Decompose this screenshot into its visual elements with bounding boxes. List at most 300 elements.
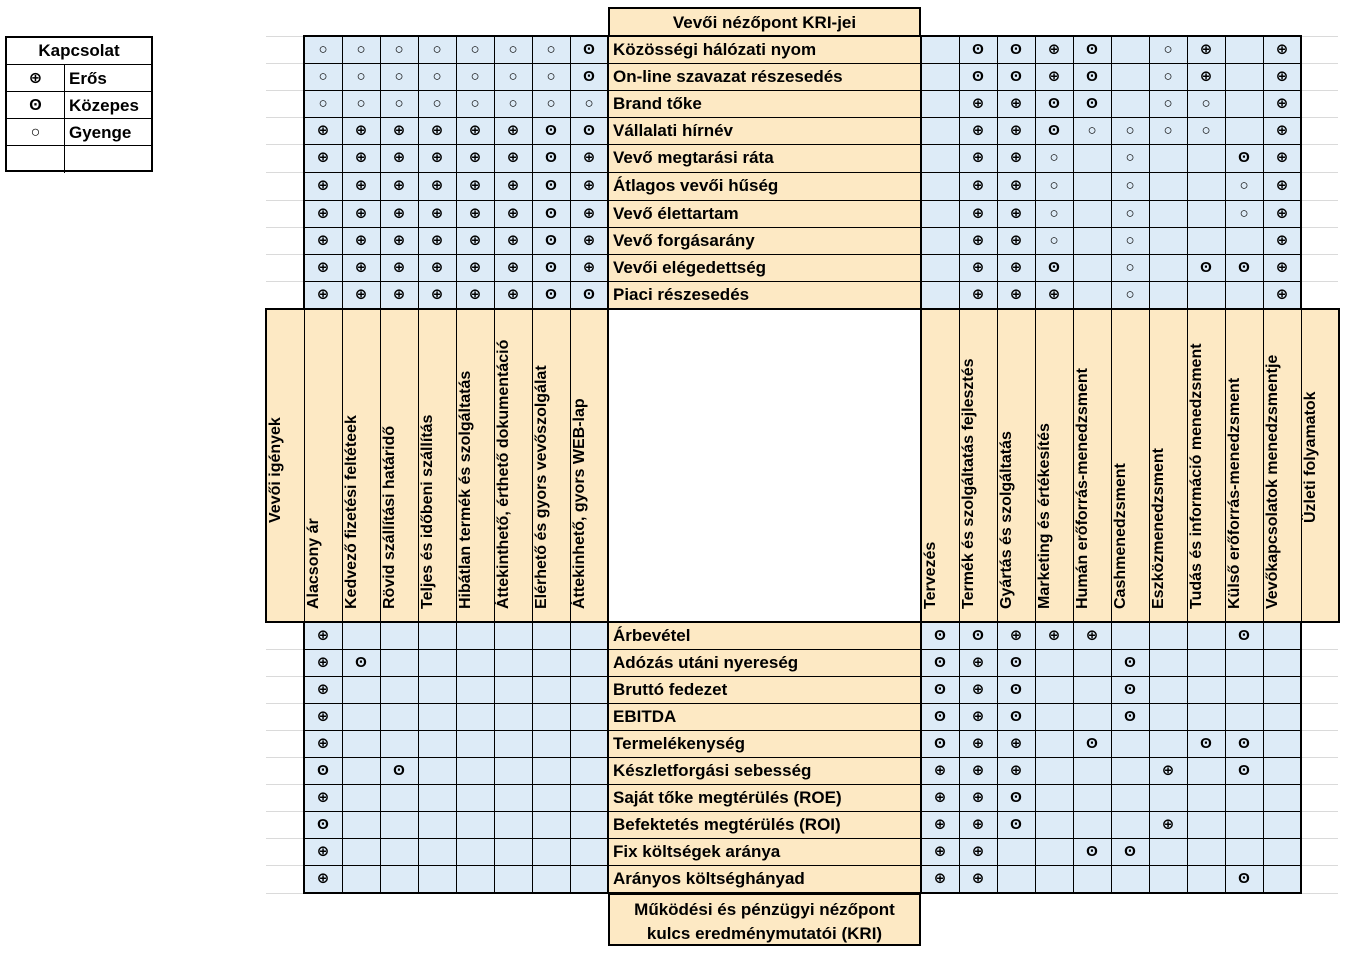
top-right-cell [1187,144,1225,172]
right-column-header [959,309,997,622]
bottom-right-cell [1035,703,1073,730]
grid-line [304,865,1301,866]
bottom-left-cell [342,757,380,784]
top-row-label: Vállalati hírnév [608,117,921,144]
top-right-cell [1073,227,1111,254]
top-left-cell: ⊕ [456,254,494,281]
top-right-cell [921,227,959,254]
top-right-cell [1149,227,1187,254]
bottom-left-cell [418,730,456,757]
top-right-cell [1225,281,1263,309]
top-left-cell: ○ [494,90,532,117]
bottom-left-cell [380,811,418,838]
grid-line [1300,621,1302,894]
bottom-left-cell [418,838,456,865]
bottom-right-cell [1073,649,1111,676]
top-right-cell: ⊕ [997,172,1035,200]
bottom-right-cell [1149,730,1187,757]
grid-line [607,35,609,310]
bottom-right-cell [1263,784,1301,811]
top-right-cell [1073,144,1111,172]
top-left-cell: ⊕ [342,281,380,309]
bottom-right-cell [1263,757,1301,784]
grid-line [920,621,922,894]
bottom-left-cell [456,757,494,784]
grid-line [1301,200,1338,201]
bottom-right-cell: ⊕ [997,730,1035,757]
bottom-right-cell: ⊕ [959,838,997,865]
top-right-cell: ⊕ [1187,63,1225,90]
bottom-left-cell [342,865,380,893]
bottom-right-cell: ⊕ [997,757,1035,784]
grid-line [1301,36,1338,37]
bottom-right-cell [1225,838,1263,865]
center-blank [608,309,921,622]
grid-line [1301,838,1338,839]
top-right-cell: ○ [1111,254,1149,281]
top-right-cell: ○ [1187,117,1225,144]
top-right-cell: ʘ [1035,90,1073,117]
bottom-left-cell [532,838,570,865]
grid-line [265,621,1340,623]
top-left-cell: ʘ [570,36,608,63]
grid-line [304,35,1302,37]
top-left-cell: ⊕ [570,227,608,254]
grid-line [456,36,457,309]
bottom-right-cell: ⊕ [1073,622,1111,649]
bottom-left-cell [532,865,570,893]
left-column-header [380,309,418,622]
grid-line [494,309,495,622]
top-left-cell: ⊕ [304,117,342,144]
bottom-right-cell [1111,811,1149,838]
top-right-cell: ○ [1035,200,1073,227]
grid-line [1225,309,1226,622]
bottom-left-cell [380,622,418,649]
right-group-label [1301,309,1339,622]
grid-line [265,308,1340,310]
top-left-cell: ⊕ [380,281,418,309]
grid-line [266,703,304,704]
top-right-cell: ⊕ [959,90,997,117]
bottom-right-cell: ʘ [1225,757,1263,784]
grid-line [266,676,304,677]
top-left-cell: ○ [456,90,494,117]
grid-line [266,865,304,866]
bottom-left-cell [570,730,608,757]
top-right-cell: ○ [1111,227,1149,254]
grid-line [607,308,609,623]
top-left-cell: ⊕ [494,172,532,200]
left-group-label-text: Vevői igények [267,417,284,523]
left-column-header-text: Rövid szállítási határidő [381,425,398,609]
right-column-header-text: Cashmenedzsment [1112,463,1129,609]
top-right-cell [1225,90,1263,117]
top-right-cell: ⊕ [959,144,997,172]
top-left-cell: ⊕ [342,227,380,254]
top-left-cell: ○ [494,63,532,90]
bottom-left-cell: ⊕ [304,838,342,865]
top-left-cell: ⊕ [418,172,456,200]
bottom-right-cell [1035,649,1073,676]
top-left-cell: ○ [570,90,608,117]
grid-line [1187,309,1188,622]
grid-line [1301,649,1338,650]
bottom-right-cell [1073,703,1111,730]
left-column-header-text: Teljes és időbeni szállítás [419,414,436,609]
right-column-header-text: Humán erőforrás-menedzsment [1074,368,1091,609]
bottom-left-cell [570,676,608,703]
grid-line [266,36,304,37]
grid-line [1301,676,1338,677]
top-left-cell: ⊕ [456,117,494,144]
grid-line [304,281,1301,282]
grid-line [1225,36,1226,309]
top-left-cell: ⊕ [570,172,608,200]
bottom-left-cell [570,865,608,893]
grid-line [304,811,1301,812]
top-right-cell [921,36,959,63]
grid-line [920,35,922,310]
bottom-left-cell [532,730,570,757]
grid-line [304,784,1301,785]
legend-row-weak [7,118,151,145]
top-section-title: Vevői nézőpont KRI-jei [608,7,921,37]
top-left-cell: ○ [342,63,380,90]
grid-line [380,36,381,309]
top-right-cell [921,200,959,227]
top-left-cell: ○ [532,90,570,117]
bottom-right-cell [997,865,1035,893]
grid-line [265,308,267,623]
bottom-right-cell: ʘ [1225,865,1263,893]
top-right-cell: ʘ [1073,90,1111,117]
top-right-cell [1187,281,1225,309]
grid-line [266,784,304,785]
grid-line [570,622,571,893]
top-right-cell [1225,117,1263,144]
grid-line [456,309,457,622]
right-column-header-text: Eszközmenedzsment [1150,448,1167,609]
bottom-left-cell [532,676,570,703]
grid-line [304,838,1301,839]
bottom-right-cell [1263,703,1301,730]
top-left-cell: ⊕ [304,144,342,172]
top-right-cell [921,172,959,200]
top-right-cell: ⊕ [959,117,997,144]
top-left-cell: ○ [418,90,456,117]
grid-line [266,811,304,812]
grid-line [266,281,304,282]
bottom-right-cell [1225,811,1263,838]
top-left-cell: ʘ [532,117,570,144]
top-left-cell: ⊕ [570,144,608,172]
grid-line [1263,622,1264,893]
left-column-header [494,309,532,622]
bottom-right-cell [1035,865,1073,893]
bottom-left-cell [342,784,380,811]
top-right-cell: ⊕ [1035,281,1073,309]
bottom-left-cell: ʘ [304,811,342,838]
bottom-right-cell: ⊕ [1035,622,1073,649]
top-left-cell: ⊕ [418,144,456,172]
top-right-cell: ⊕ [1263,63,1301,90]
bottom-right-cell [1073,757,1111,784]
top-right-cell: ⊕ [959,200,997,227]
bottom-left-cell [570,784,608,811]
bottom-left-cell: ⊕ [304,649,342,676]
legend-header [7,38,151,64]
bottom-right-cell [1263,730,1301,757]
bottom-title-line1: Működési és pénzügyi nézőpont [634,900,895,919]
right-column-header [921,309,959,622]
right-column-header-text: Marketing és értékesítés [1036,423,1053,609]
bottom-right-cell [1111,730,1149,757]
bottom-left-cell [532,703,570,730]
bottom-left-cell [418,784,456,811]
bottom-left-cell [570,622,608,649]
top-left-cell: ⊕ [380,227,418,254]
bottom-right-cell [1035,676,1073,703]
bottom-right-cell: ʘ [1187,730,1225,757]
top-right-cell [1073,254,1111,281]
grid-line [418,622,419,893]
bottom-right-cell [1035,838,1073,865]
top-left-cell: ⊕ [304,254,342,281]
grid-line [266,227,304,228]
top-right-cell [1187,227,1225,254]
top-left-cell: ⊕ [342,254,380,281]
bottom-right-cell: ʘ [1111,676,1149,703]
bottom-right-cell [1149,865,1187,893]
left-column-header [418,309,456,622]
top-right-cell: ⊕ [1263,117,1301,144]
bottom-right-cell [1225,703,1263,730]
top-right-cell: ⊕ [1263,254,1301,281]
top-right-cell [921,144,959,172]
bottom-right-cell [1149,838,1187,865]
top-right-cell: ⊕ [997,227,1035,254]
right-column-header-text: Külső erőforrás-menedzsment [1226,377,1243,609]
grid-line [1187,622,1188,893]
top-right-cell: ○ [1225,172,1263,200]
bottom-right-cell: ʘ [921,649,959,676]
bottom-right-cell: ⊕ [997,622,1035,649]
bottom-right-cell: ⊕ [1149,757,1187,784]
top-right-cell: ⊕ [959,172,997,200]
top-left-cell: ʘ [532,200,570,227]
top-left-cell: ○ [380,36,418,63]
bottom-left-cell [418,811,456,838]
bottom-left-cell [494,622,532,649]
bottom-left-cell: ⊕ [304,784,342,811]
top-row-label: Vevő élettartam [608,200,921,227]
bottom-right-cell [1149,784,1187,811]
bottom-left-cell [380,838,418,865]
bottom-right-cell [1187,757,1225,784]
top-right-cell: ⊕ [1035,63,1073,90]
top-right-cell: ʘ [1225,144,1263,172]
bottom-row-label: Saját tőke megtérülés (ROE) [608,784,921,811]
top-left-cell: ⊕ [380,144,418,172]
bottom-right-cell [1073,811,1111,838]
bottom-left-cell [380,703,418,730]
legend-label-weak: Gyenge [69,123,132,142]
top-left-cell: ʘ [532,172,570,200]
bottom-left-cell [494,784,532,811]
grid-line [304,254,1301,255]
grid-line [1301,757,1338,758]
bottom-right-cell [1187,622,1225,649]
grid-line [1300,35,1302,310]
grid-line [342,622,343,893]
top-right-cell [1073,281,1111,309]
bottom-row-label: Adózás utáni nyereség [608,649,921,676]
left-column-header [456,309,494,622]
grid-line [997,309,998,622]
bottom-left-cell: ⊕ [304,730,342,757]
bottom-right-cell [1149,703,1187,730]
grid-line [532,36,533,309]
bottom-left-cell [532,649,570,676]
top-left-cell: ʘ [570,63,608,90]
top-right-cell: ʘ [1225,254,1263,281]
bottom-right-cell [1187,703,1225,730]
left-column-header-text: Áttekinhető, gyors WEB-lap [571,398,588,609]
top-right-cell: ○ [1035,144,1073,172]
top-right-cell [1149,144,1187,172]
top-right-cell: ʘ [997,36,1035,63]
bottom-left-cell [570,811,608,838]
right-column-header [997,309,1035,622]
grid-line [1035,36,1036,309]
bottom-left-cell [532,757,570,784]
top-right-cell: ⊕ [1263,172,1301,200]
grid-line [304,200,1301,201]
grid-line [1111,309,1112,622]
bottom-left-cell [532,622,570,649]
bottom-right-cell [1035,757,1073,784]
grid-line [266,117,304,118]
grid-line [1301,144,1338,145]
grid-line [532,309,533,622]
grid-line [1187,36,1188,309]
bottom-right-cell: ⊕ [959,649,997,676]
right-column-header-text: Termék és szolgáltatás fejlesztés [960,358,977,609]
top-left-cell: ⊕ [418,254,456,281]
bottom-left-cell [570,838,608,865]
top-right-cell: ○ [1111,200,1149,227]
top-right-cell [1187,172,1225,200]
bottom-left-cell [418,865,456,893]
bottom-left-cell [456,649,494,676]
grid-line [304,90,1301,91]
top-left-cell: ʘ [570,281,608,309]
bottom-left-cell [456,838,494,865]
top-left-cell: ⊕ [418,117,456,144]
legend-title: Kapcsolat [38,41,120,60]
bottom-right-cell [1187,676,1225,703]
grid-line [342,309,343,622]
bottom-left-cell [342,676,380,703]
weak-symbol-icon: ○ [7,119,65,146]
top-right-cell: ○ [1149,36,1187,63]
legend-empty-symbol [7,146,65,173]
top-left-cell: ○ [304,90,342,117]
bottom-row-label: Árbevétel [608,622,921,649]
grid-line [494,36,495,309]
bottom-left-cell [418,622,456,649]
top-left-cell: ⊕ [342,144,380,172]
top-left-cell: ○ [380,63,418,90]
right-group-label-text: Üzleti folyamatok [1302,391,1319,523]
bottom-right-cell: ⊕ [959,784,997,811]
grid-line [1035,309,1036,622]
bottom-right-cell: ʘ [997,649,1035,676]
bottom-left-cell [418,703,456,730]
top-right-cell: ○ [1073,117,1111,144]
bottom-right-cell: ʘ [1225,622,1263,649]
bottom-right-cell: ʘ [921,676,959,703]
grid-line [1111,36,1112,309]
legend-row-medium [7,91,151,118]
grid-line [266,730,304,731]
top-left-cell: ○ [304,36,342,63]
top-left-cell: ⊕ [418,281,456,309]
grid-line [304,649,1301,650]
top-left-cell: ⊕ [494,281,532,309]
top-left-cell: ⊕ [342,200,380,227]
top-left-cell: ⊕ [456,172,494,200]
grid-line [1301,227,1338,228]
bottom-left-cell [494,838,532,865]
top-left-cell: ⊕ [494,254,532,281]
grid-line [304,676,1301,677]
bottom-right-cell: ʘ [921,703,959,730]
top-right-cell [921,63,959,90]
grid-line [920,308,922,623]
bottom-left-cell [456,811,494,838]
top-left-cell: ⊕ [456,281,494,309]
bottom-row-label: EBITDA [608,703,921,730]
bottom-right-cell: ⊕ [959,703,997,730]
grid-line [266,893,304,894]
grid-line [1149,622,1150,893]
top-left-cell: ⊕ [304,281,342,309]
top-right-cell: ʘ [1187,254,1225,281]
top-left-cell: ⊕ [570,200,608,227]
bottom-left-cell [380,865,418,893]
top-right-cell: ʘ [997,63,1035,90]
grid-line [304,227,1301,228]
grid-line [494,622,495,893]
bottom-right-cell: ⊕ [921,784,959,811]
grid-line [304,757,1301,758]
bottom-right-cell: ʘ [997,811,1035,838]
bottom-right-cell: ʘ [997,703,1035,730]
legend-label-medium: Közepes [69,96,139,115]
left-group-label [266,309,304,622]
top-left-cell: ⊕ [380,200,418,227]
bottom-right-cell: ʘ [1111,649,1149,676]
bottom-left-cell [380,676,418,703]
grid-line [304,144,1301,145]
right-column-header [1263,309,1301,622]
top-right-cell [921,117,959,144]
grid-line [997,36,998,309]
bottom-left-cell [456,703,494,730]
top-left-cell: ⊕ [418,200,456,227]
